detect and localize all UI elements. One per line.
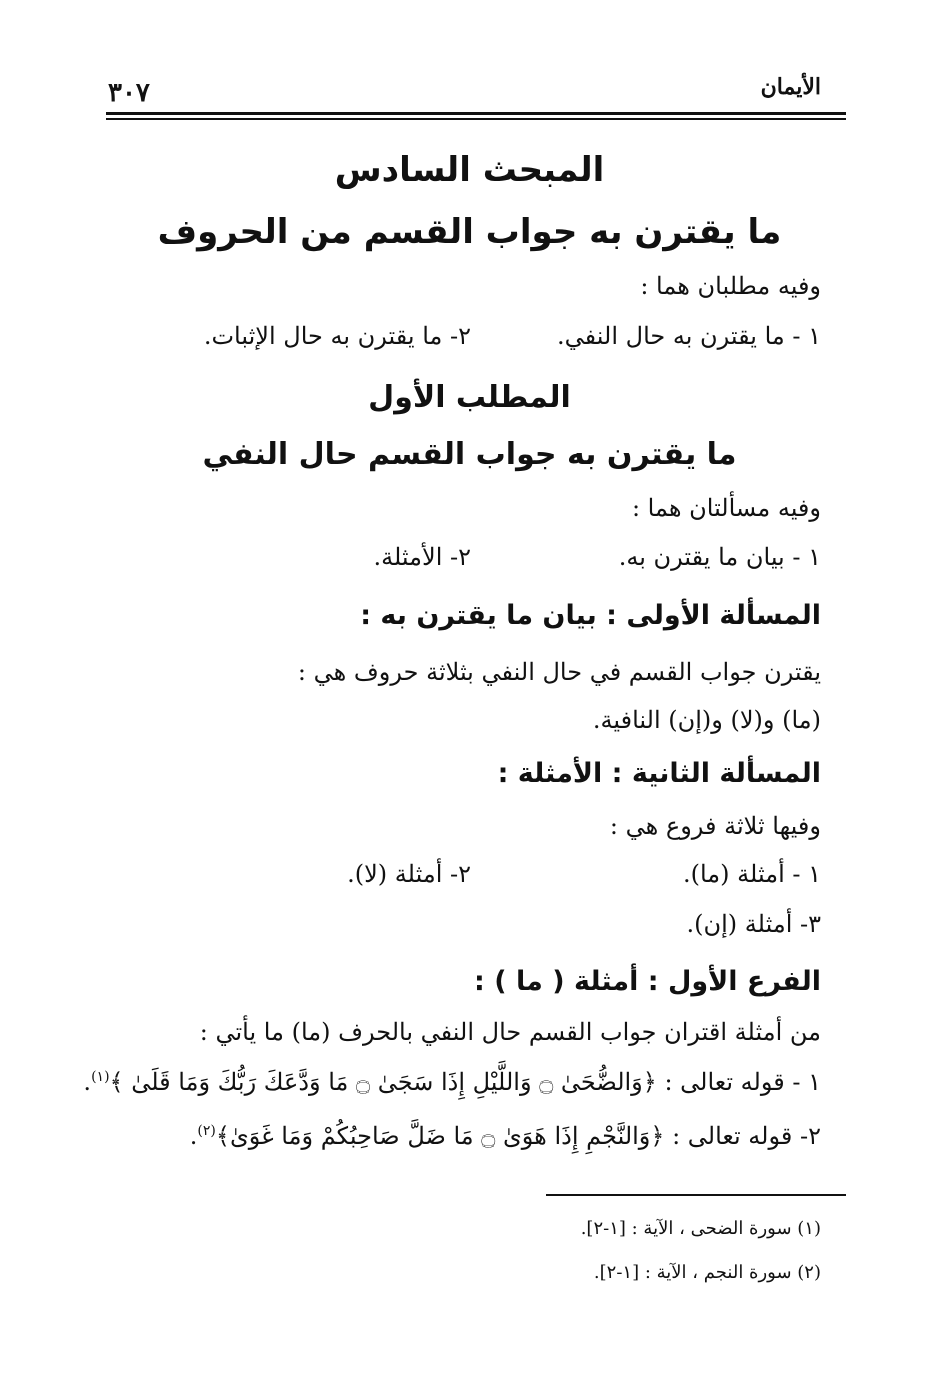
example-2-end: . <box>189 1122 198 1150</box>
page-number: ٣٠٧ <box>108 78 150 108</box>
topic-intro: وفيه مسألتان هما : <box>631 494 821 522</box>
question-2-item-2: ٢- أمثلة (لا). <box>347 860 471 888</box>
topic-title: المطلب الأول <box>368 380 571 415</box>
footnote-separator <box>546 1194 846 1196</box>
example-2 <box>190 1122 821 1150</box>
header-rule-thin <box>106 118 846 120</box>
topic-subtitle: ما يقترن به جواب القسم حال النفي <box>202 437 737 472</box>
example-1 <box>83 1068 821 1096</box>
footnote-ref-2: (٢) <box>197 1123 216 1139</box>
example-1-end: . <box>83 1068 92 1096</box>
question-2-intro: وفيها ثلاثة فروع هي : <box>609 812 821 840</box>
section-subtitle: ما يقترن به جواب القسم من الحروف <box>157 212 782 252</box>
footnote-2: (٢) سورة النجم ، الآية : [١-٢]. <box>593 1262 821 1283</box>
list-item-1: ١ - ما يقترن به حال النفي. <box>557 322 821 350</box>
list-item-2: ٢- ما يقترن به حال الإثبات. <box>203 322 471 350</box>
topic-item-1: ١ - بيان ما يقترن به. <box>618 543 821 571</box>
footnote-1: (١) سورة الضحى ، الآية : [١-٢]. <box>580 1218 821 1239</box>
header-rule-thick <box>106 112 846 115</box>
topic-item-2: ٢- الأمثلة. <box>373 543 471 571</box>
question-2-item-1: ١ - أمثلة (ما). <box>683 860 821 888</box>
chapter-title: الأيمان <box>760 74 821 100</box>
section-title: المبحث السادس <box>334 150 605 190</box>
branch-1-intro: من أمثلة اقتران جواب القسم حال النفي بالحرف (ما) ما يأتي : <box>199 1018 821 1046</box>
question-1-text-2: (ما) و(لا) و(إن) النافية. <box>592 706 821 734</box>
question-2-heading: المسألة الثانية : الأمثلة : <box>497 758 821 789</box>
intro-line: وفيه مطلبان هما : <box>640 272 821 300</box>
example-1-text: ١ - قوله تعالى : ﴿وَالضُّحَىٰ ۝ وَاللَّيْلِ إِذَا سَجَىٰ ۝ مَا وَدَّعَكَ رَبُّكَ وَمَا قَلَىٰ ﴾ <box>109 1068 821 1096</box>
example-2-text: ٢- قوله تعالى : ﴿وَالنَّجْمِ إِذَا هَوَىٰ ۝ مَا ضَلَّ صَاحِبُكُمْ وَمَا غَوَىٰ﴾ <box>215 1122 821 1150</box>
branch-1-heading: الفرع الأول : أمثلة ( ما ) : <box>474 966 821 997</box>
question-1-text-1: يقترن جواب القسم في حال النفي بثلاثة حروف هي : <box>297 658 821 686</box>
footnote-ref-1: (١) <box>91 1069 110 1085</box>
question-1-heading: المسألة الأولى : بيان ما يقترن به : <box>360 600 821 631</box>
question-2-item-3: ٣- أمثلة (إن). <box>686 910 821 938</box>
